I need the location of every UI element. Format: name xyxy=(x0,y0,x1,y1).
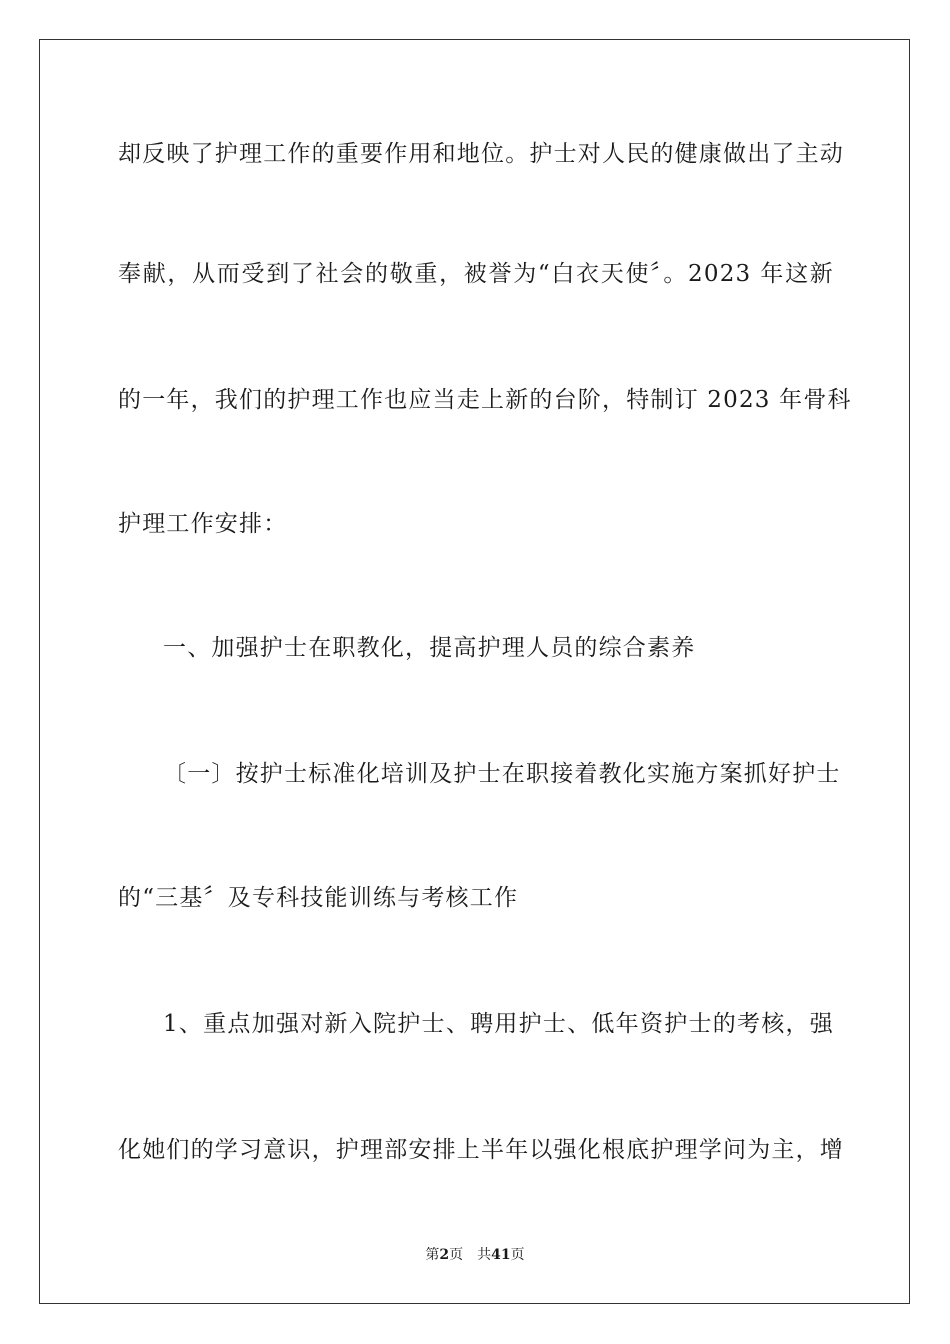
text-line-9: 化她们的学习意识，护理部安排上半年以强化根底护理学问为主，增 xyxy=(118,1137,844,1163)
footer-page-prefix: 第 xyxy=(425,1247,440,1263)
page-footer xyxy=(0,1246,950,1264)
section-heading-1: 一、加强护士在职教化，提高护理人员的综合素养 xyxy=(163,635,696,661)
page-border xyxy=(39,39,910,1304)
footer-total-prefix: 共 xyxy=(477,1247,492,1263)
footer-total-suffix: 页 xyxy=(510,1247,525,1263)
text-line-4: 护理工作安排： xyxy=(118,511,288,537)
text-line-2: 奉献，从而受到了社会的敬重，被誉为“白衣天使〞。2023 年这新 xyxy=(118,261,834,287)
footer-total-pages: 41 xyxy=(491,1247,511,1263)
footer-page-suffix: 页 xyxy=(449,1247,464,1263)
text-line-1: 却反映了护理工作的重要作用和地位。护士对人民的健康做出了主动 xyxy=(118,141,844,167)
text-line-3: 的一年，我们的护理工作也应当走上新的台阶，特制订 2023 年骨科 xyxy=(118,387,852,413)
text-line-7: 的“三基〞及专科技能训练与考核工作 xyxy=(118,885,519,911)
footer-page-number: 2 xyxy=(439,1247,450,1263)
list-item-1: 1、重点加强对新入院护士、聘用护士、低年资护士的考核，强 xyxy=(163,1011,834,1037)
subsection-heading-1: 〔一〕按护士标准化培训及护士在职接着教化实施方案抓好护士 xyxy=(163,761,841,787)
